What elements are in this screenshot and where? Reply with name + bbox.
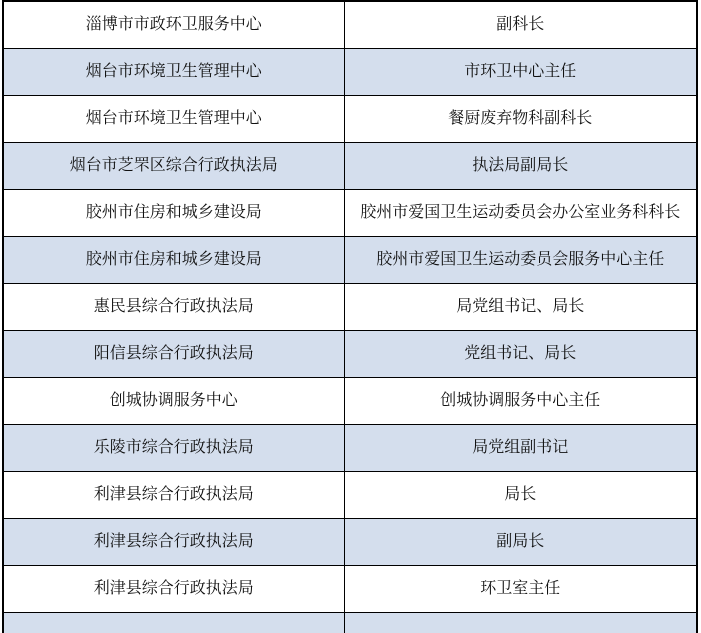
cell-position: 局党组书记、局长: [344, 283, 697, 330]
cell-organization: 烟台市环境卫生管理中心: [3, 48, 344, 95]
cell-position: 胶州市爱国卫生运动委员会服务中心主任: [344, 236, 697, 283]
table-row: [3, 471, 697, 518]
cell-organization: 惠民县综合行政执法局: [3, 283, 344, 330]
cell-position: 市环卫中心主任: [344, 48, 697, 95]
cell-organization: 胶州市住房和城乡建设局: [3, 236, 344, 283]
table-row: [3, 330, 697, 377]
cell-position: 党组书记、局长: [344, 330, 697, 377]
cell-position-empty: [344, 612, 697, 633]
cell-organization: 淄博市市政环卫服务中心: [3, 1, 344, 48]
cell-organization: 利津县综合行政执法局: [3, 565, 344, 612]
cell-position: 创城协调服务中心主任: [344, 377, 697, 424]
cell-organization: 胶州市住房和城乡建设局: [3, 189, 344, 236]
cell-position: 局长: [344, 471, 697, 518]
table-row: [3, 236, 697, 283]
table-row: [3, 95, 697, 142]
cell-position: 环卫室主任: [344, 565, 697, 612]
table-row: [3, 424, 697, 471]
cell-organization: 乐陵市综合行政执法局: [3, 424, 344, 471]
table-row: [3, 518, 697, 565]
org-position-table: [2, 0, 698, 633]
cell-organization: 阳信县综合行政执法局: [3, 330, 344, 377]
cell-position: 副科长: [344, 1, 697, 48]
table-row: [3, 1, 697, 48]
cell-position: 执法局副局长: [344, 142, 697, 189]
cell-organization: 创城协调服务中心: [3, 377, 344, 424]
table-row: [3, 48, 697, 95]
table-row: [3, 565, 697, 612]
table-row-partial-clipped: [3, 612, 697, 633]
table-row: [3, 142, 697, 189]
cell-position: 胶州市爱国卫生运动委员会办公室业务科科长: [344, 189, 697, 236]
cell-organization: 利津县综合行政执法局: [3, 518, 344, 565]
org-position-table-body: [3, 1, 697, 633]
table-row: [3, 189, 697, 236]
table-row: [3, 377, 697, 424]
cell-organization: 烟台市环境卫生管理中心: [3, 95, 344, 142]
cell-position: 副局长: [344, 518, 697, 565]
cell-organization: 烟台市芝罘区综合行政执法局: [3, 142, 344, 189]
cell-organization-empty: [3, 612, 344, 633]
cell-organization: 利津县综合行政执法局: [3, 471, 344, 518]
cell-position: 餐厨废弃物科副科长: [344, 95, 697, 142]
cell-position: 局党组副书记: [344, 424, 697, 471]
table-row: [3, 283, 697, 330]
